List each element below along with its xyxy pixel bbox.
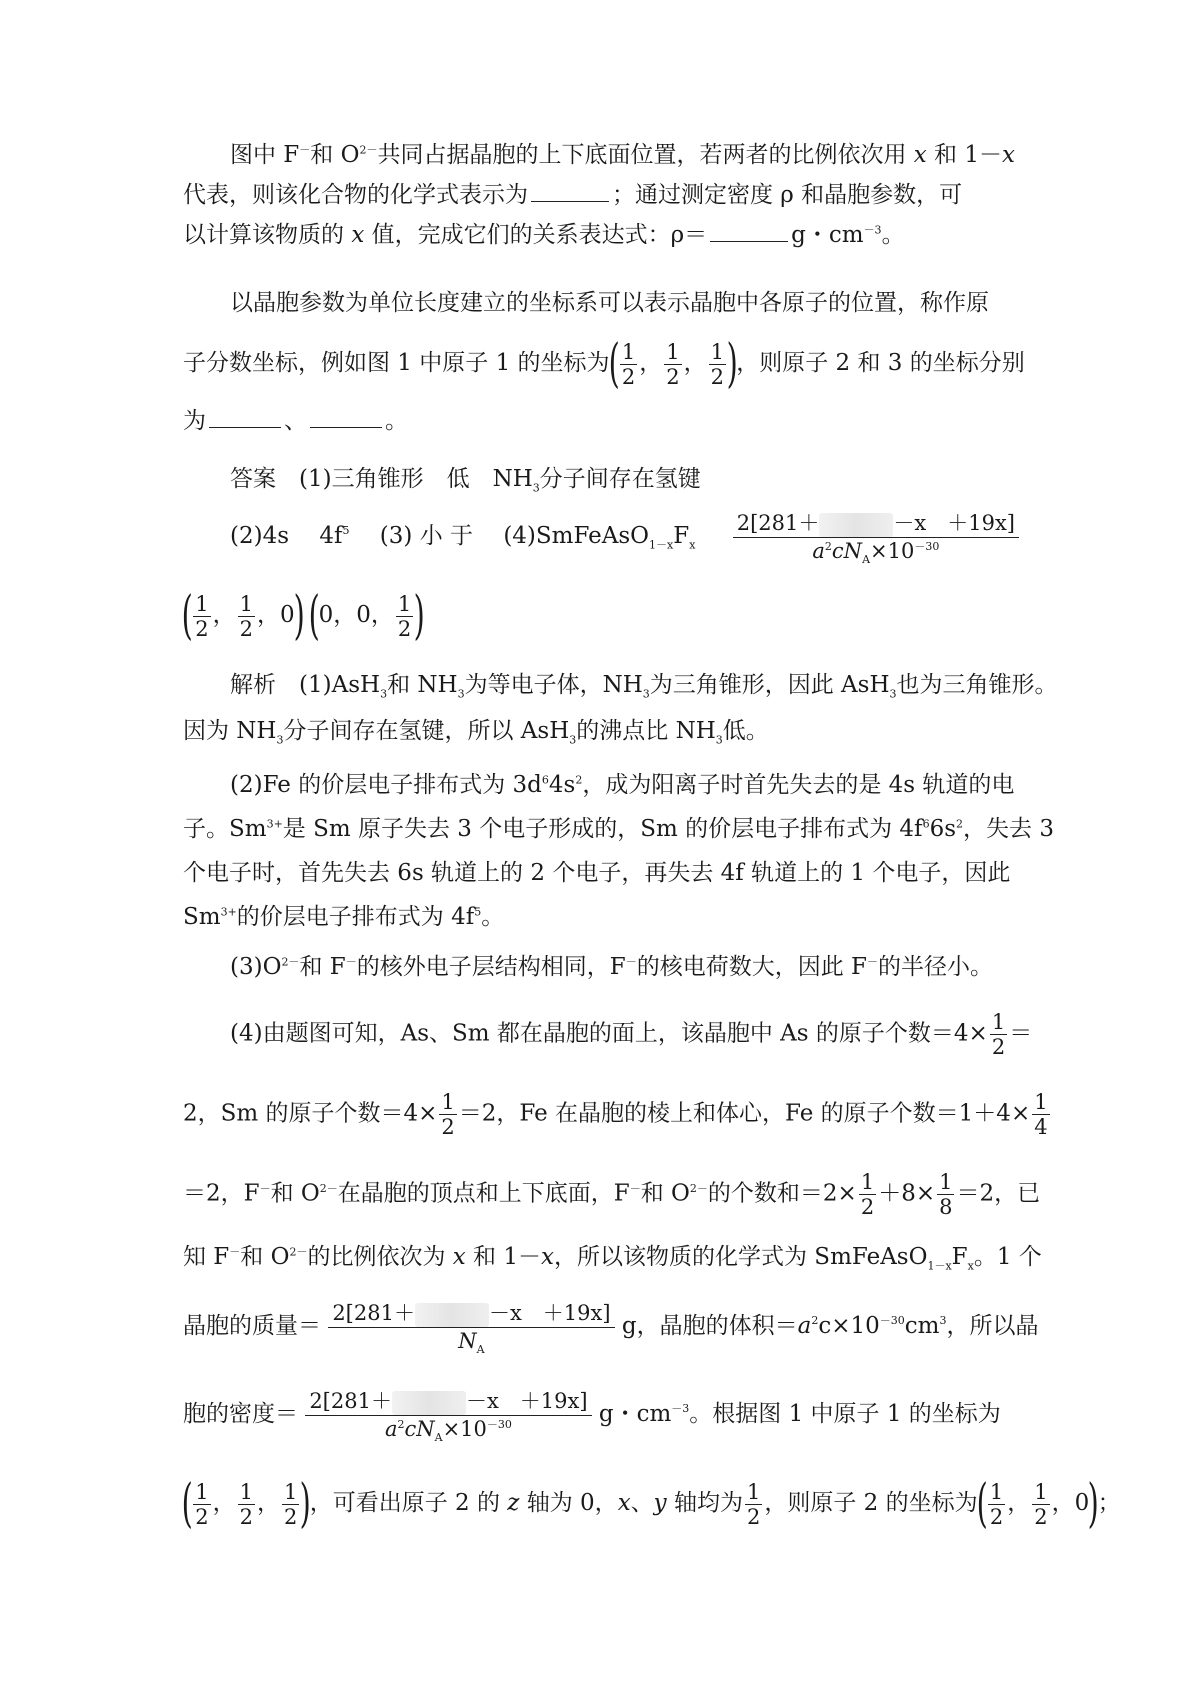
para2-line3: 为 、 。 xyxy=(183,404,1023,438)
analysis-line11: 知 F－和 $O^{2-}$的比例依次为 x 和 1－x，所以该物质的化学式为 $SmFeAsO_{1-x}F_x$。1 个 xyxy=(183,1244,1042,1273)
analysis-line3: (2)Fe 的价层电子排布式为 $3d^64s^2$，成为阳离子时首先失去的是 4s 轨道的电 xyxy=(230,772,1015,798)
analysis-line6: $Sm^{3+}$的价层电子排布式为 $4f^5$。 xyxy=(183,904,505,930)
coord3-blank[interactable] xyxy=(310,405,382,428)
analysis-line7: $(3)O^{2-}$和 F－的核外电子层结构相同，F－的核电荷数大，因此 F－的半径小。 xyxy=(230,954,993,980)
analysis-line13: 胞的密度＝ $\frac{2[281+ -x +19x]}{a^2cN_A\times 10^{-30}}$ g・$cm^{-3}$。根据图 1 中原子 1 的坐标为 xyxy=(183,1389,1001,1444)
para2-line2: 子分数坐标，例如图 1 中原子 1 的坐标为( $\frac{1}{2}$ ， $\frac{1}{2}$ ， $\frac{1}{2}$ )，则原子 2 和 3 的坐标分别 xyxy=(183,334,1025,394)
blurred-region xyxy=(392,1391,466,1415)
answer-density-fraction: $\frac{2[281+ -x +19x]}{a^2cN_A\times 10^{-30}}$ xyxy=(733,510,1019,564)
analysis-line14: ( $\frac{1}{2}$ ， $\frac{1}{2}$ ， $\frac{1}{2}$ )，可看出原子 2 的 z 轴为 0，x、y 轴均为 $\frac{1}{2}$ ，则原子 2 的坐标为( $\frac{1}{2}$ ， $\frac{1}{2}$ ，0)； xyxy=(181,1474,1121,1534)
analysis-line10: ＝2，F－和 $O^{2-}$在晶胞的顶点和上下底面，F－和 $O^{2-}$的个数和＝2× $\frac{1}{2}$ ＋8× $\frac{1}{8}$ ＝2，已 xyxy=(183,1170,1041,1219)
density-fraction: $\frac{2[281+ -x +19x]}{a^2cN_A\times 10^{-30}}$ xyxy=(305,1388,591,1442)
mass-fraction: $\frac{2[281+ -x +19x]}{N_A}$ xyxy=(328,1300,614,1354)
formula-blank[interactable] xyxy=(531,179,609,202)
para1-line3: 以计算该物质的 x 值，完成它们的关系表达式：ρ＝ g・$cm^{-3}$。 xyxy=(183,218,1023,252)
analysis-line1: 解析 (1)AsH$_3$和 $NH_3$为等电子体，$NH_3$为三角锥形，因此 AsH$_3$也为三角锥形。 xyxy=(230,672,1058,701)
para2-line1: 以晶胞参数为单位长度建立的坐标系可以表示晶胞中各原子的位置，称作原 xyxy=(230,290,989,316)
coord2-blank[interactable] xyxy=(209,405,281,428)
para1-line2: 代表，则该化合物的化学式表示为 ；通过测定密度 ρ 和晶胞参数，可 xyxy=(183,178,1023,212)
answer-line2: (2)4s $4f^5$ (3) 小 于 $(4)SmFeAsO_{1-x}F_x$ $\frac{2[281+ -x +19x]}{a^2cN_A\times 10^{-30}}$ xyxy=(230,510,1023,564)
density-blank[interactable] xyxy=(710,219,788,242)
analysis-line8: (4)由题图可知，As、Sm 都在晶胞的面上，该晶胞中 As 的原子个数＝4× $\frac{1}{2}$ ＝ xyxy=(230,1010,1033,1059)
analysis-line12: 晶胞的质量＝ $\frac{2[281+ -x +19x]}{N_A}$ g，晶胞的体积$=a^2c\times 10^{-30}cm^3$，所以晶 xyxy=(183,1301,1039,1356)
answer-line3: ( $\frac{1}{2}$ ， $\frac{1}{2}$ ，0) (0，0， $\frac{1}{2}$ ) xyxy=(181,586,425,646)
analysis-line9: 2，Sm 的原子个数＝4× $\frac{1}{2}$ ＝2，Fe 在晶胞的棱上和体心，Fe 的原子个数＝1＋4× $\frac{1}{4}$ xyxy=(183,1090,1048,1139)
blurred-region xyxy=(415,1303,489,1327)
analysis-line5: 个电子时，首先失去 6s 轨道上的 2 个电子，再失去 4f 轨道上的 1 个电子，因此 xyxy=(183,860,1011,886)
analysis-line4: 子。$Sm^{3+}$是 Sm 原子失去 3 个电子形成的，Sm 的价层电子排布式为 $4f^66s^2$，失去 3 xyxy=(183,816,1054,842)
analysis-line2: 因为 $NH_3$分子间存在氢键，所以 AsH$_3$的沸点比 $NH_3$低。 xyxy=(183,718,769,747)
blurred-region xyxy=(819,513,893,537)
answer-line1: 答案 (1)三角锥形 低 $NH_3$分子间存在氢键 xyxy=(230,466,701,495)
para1-line1: 图中 F－和 $O^{2-}$共同占据晶胞的上下底面位置，若两者的比例依次用 x 和 1－x xyxy=(230,142,1015,168)
